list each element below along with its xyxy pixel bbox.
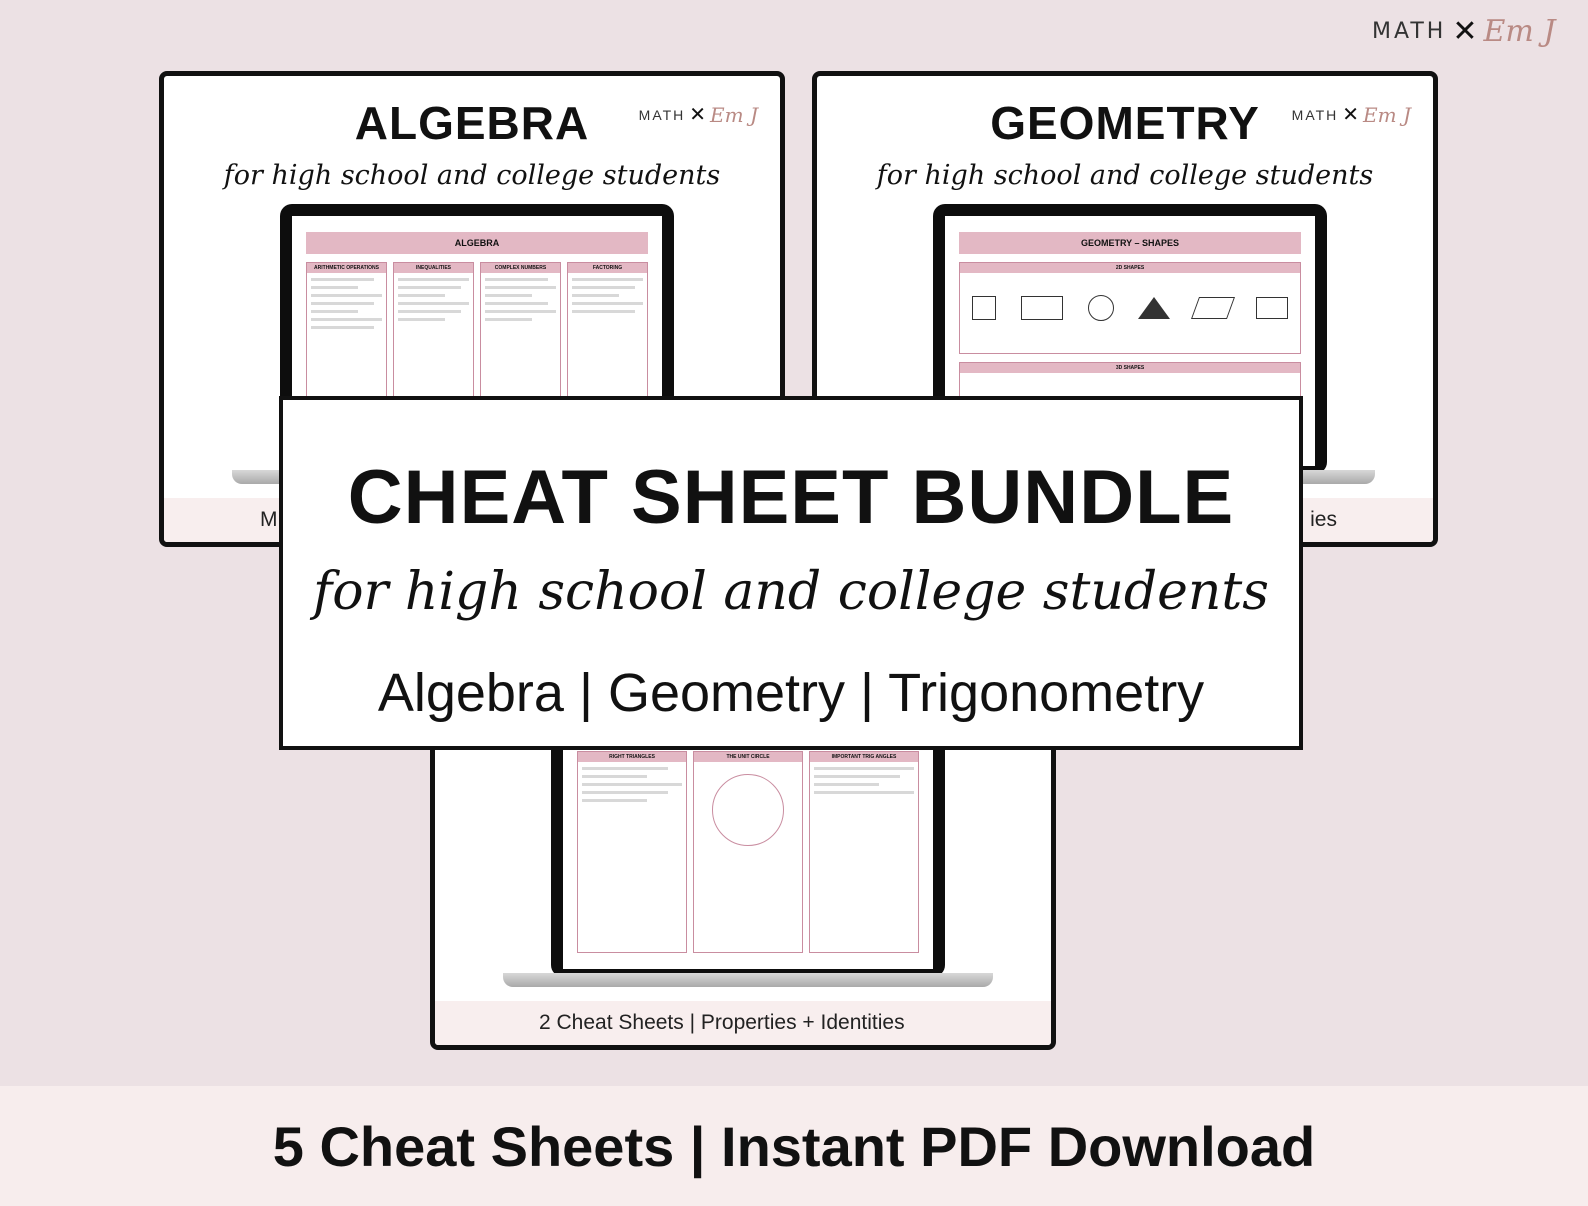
column-header: COMPLEX NUMBERS <box>481 263 560 273</box>
rectangle-shape <box>1021 296 1063 320</box>
row-header: 2D SHAPES <box>960 263 1300 273</box>
sheet-title: GEOMETRY – SHAPES <box>959 232 1301 254</box>
card-subtitle: for high school and college students <box>223 160 721 191</box>
column-header: IMPORTANT TRIG ANGLES <box>810 752 918 762</box>
card-title: GEOMETRY <box>990 97 1260 149</box>
triangle-shape <box>1138 297 1170 319</box>
brand-logo <box>1372 14 1555 49</box>
sheet-title: ALGEBRA <box>306 232 648 254</box>
brand-word: MATH <box>1372 19 1447 44</box>
card-title: ALGEBRA <box>354 97 590 149</box>
column-header: RIGHT TRIANGLES <box>578 752 686 762</box>
parallelogram-shape <box>1191 297 1235 319</box>
card-footer-text: ies <box>1310 508 1337 531</box>
card-subtitle: for high school and college students <box>876 160 1374 191</box>
brand-x-mark: ✕ <box>689 104 707 126</box>
unit-circle-diagram <box>712 774 784 846</box>
banner-tagline: for high school and college students <box>312 562 1269 622</box>
column-header: THE UNIT CIRCLE <box>694 752 802 762</box>
column-header: ARITHMETIC OPERATIONS <box>307 263 386 273</box>
column-header: INEQUALITIES <box>394 263 473 273</box>
bottom-strip <box>0 1086 1588 1206</box>
column-header: FACTORING <box>568 263 647 273</box>
trapezoid-shape <box>1256 297 1288 319</box>
sheet-row <box>959 262 1301 354</box>
card-footer <box>435 1001 1051 1045</box>
brand-word: MATH <box>638 106 686 123</box>
brand-x-mark: ✕ <box>1452 14 1478 49</box>
brand-signature: Em J <box>1363 102 1411 127</box>
square-shape <box>972 296 996 320</box>
card-footer-text: M <box>260 508 278 531</box>
bundle-banner <box>279 396 1303 750</box>
sheet-column <box>809 751 919 953</box>
sheet-column <box>577 751 687 953</box>
circle-shape <box>1088 295 1114 321</box>
banner-subjects: Algebra | Geometry | Trigonometry <box>377 663 1205 723</box>
brand-word: MATH <box>1291 106 1339 123</box>
brand-signature: Em J <box>1483 14 1556 49</box>
row-header: 3D SHAPES <box>960 363 1300 373</box>
card-footer-text: 2 Cheat Sheets | Properties + Identities <box>539 1011 905 1034</box>
brand-x-mark: ✕ <box>1342 104 1360 126</box>
sheet-column <box>693 751 803 953</box>
brand-signature: Em J <box>710 102 758 127</box>
trigonometry-card <box>430 700 1056 1050</box>
banner-title: CHEAT SHEET BUNDLE <box>347 455 1235 540</box>
bottom-text: 5 Cheat Sheets | Instant PDF Download <box>272 1114 1316 1178</box>
